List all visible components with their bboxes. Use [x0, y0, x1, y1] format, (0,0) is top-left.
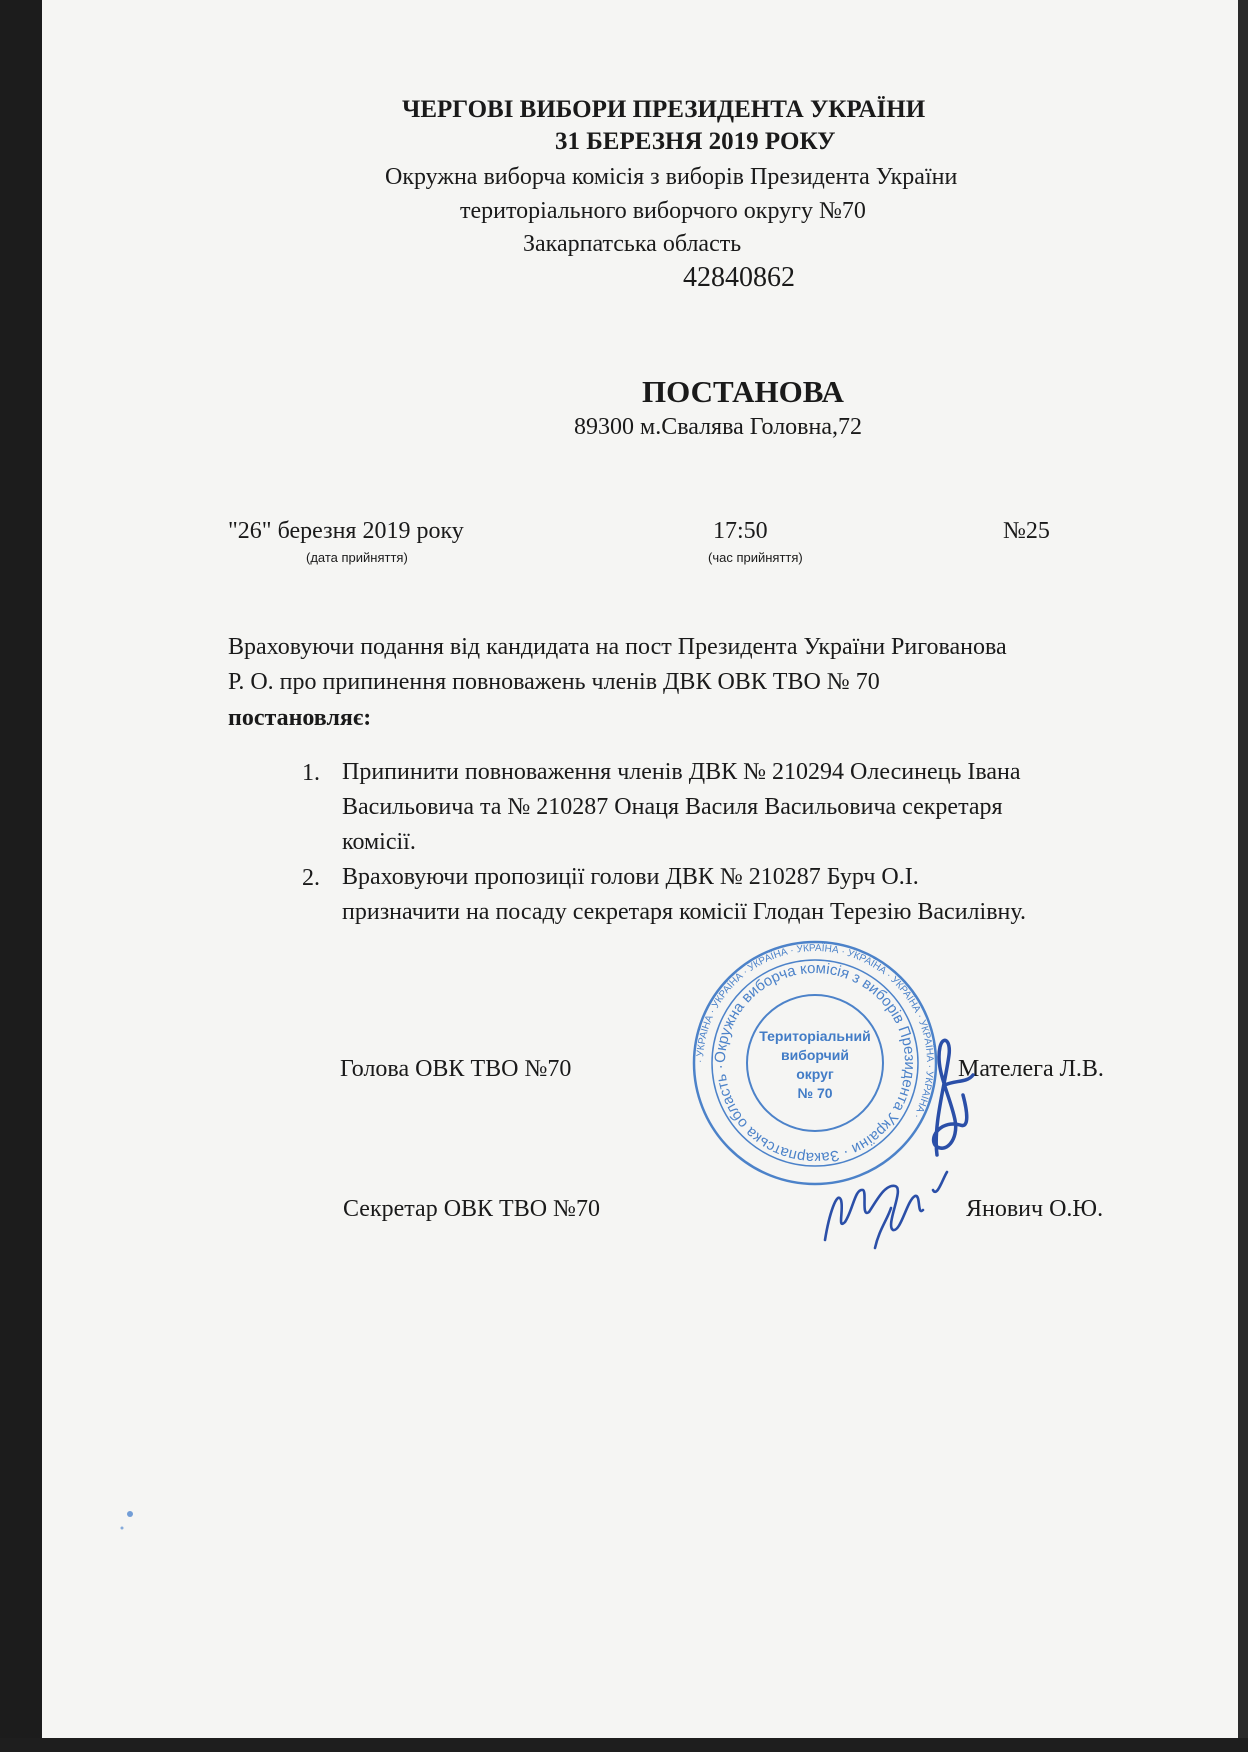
resolves-label: постановляє:: [228, 705, 372, 731]
official-seal: [690, 938, 940, 1188]
head-signature: [915, 1025, 985, 1175]
list-item-1-line-3: комісії.: [342, 829, 416, 855]
scan-left-edge: [0, 0, 42, 1752]
head-name: Мателега Л.В.: [958, 1056, 1104, 1082]
seal-ring-text: Окружна виборча комісія з виборів Президента України · Закарпатська область ·: [711, 959, 919, 1167]
list-item-number: 1.: [302, 760, 320, 786]
ink-speck: [108, 1506, 148, 1546]
resolution-number: №25: [1003, 518, 1050, 544]
head-role: Голова ОВК ТВО №70: [340, 1056, 572, 1082]
list-item-2-line-2: призначити на посаду секретаря комісії Глодан Терезію Василівну.: [342, 899, 1026, 925]
adoption-date: "26" березня 2019 року: [228, 518, 464, 544]
adoption-date-label: (дата прийняття): [306, 550, 408, 565]
header-district: територіального виборчого округу №70: [460, 198, 866, 224]
header-election-title: ЧЕРГОВІ ВИБОРИ ПРЕЗИДЕНТА УКРАЇНИ: [402, 96, 926, 123]
header-region: Закарпатська область: [523, 231, 742, 257]
seal-center-line-1: Територіальний: [759, 1028, 871, 1044]
secretary-role: Секретар ОВК ТВО №70: [343, 1196, 600, 1222]
seal-outer-text: · УКРАЇНА · УКРАЇНА · УКРАЇНА · УКРАЇНА · УКРАЇНА · УКРАЇНА · УКРАЇНА · УКРАЇНА ·: [694, 942, 936, 1121]
body-line-1: Враховуючи подання від кандидата на пост Президента України Ригованова: [228, 634, 1007, 660]
header-election-date: 31 БЕРЕЗНЯ 2019 РОКУ: [555, 128, 836, 155]
body-line-2: Р. О. про припинення повноважень членів ДВК ОВК ТВО № 70: [228, 669, 880, 695]
list-item-2-line-1: Враховуючи пропозиції голови ДВК № 210287 Бурч О.І.: [342, 864, 919, 890]
scan-bottom-edge: [0, 1738, 1248, 1752]
secretary-name: Янович О.Ю.: [966, 1196, 1104, 1222]
list-item-1-line-1: Припинити повноваження членів ДВК № 210294 Олесинець Івана: [342, 759, 1021, 785]
header-code: 42840862: [683, 262, 795, 293]
seal-center-line-4: № 70: [797, 1085, 833, 1101]
adoption-time: 17:50: [713, 518, 768, 544]
page-title: ПОСТАНОВА: [642, 374, 844, 409]
seal-center-line-2: виборчий: [781, 1047, 849, 1063]
seal-center-line-3: округ: [796, 1066, 834, 1082]
list-item-1-line-2: Васильовича та № 210287 Онаця Василя Васильовича секретаря: [342, 794, 1003, 820]
list-item-number: 2.: [302, 865, 320, 891]
header-commission-name: Окружна виборча комісія з виборів Президента України: [385, 164, 958, 190]
address: 89300 м.Свалява Головна,72: [574, 414, 863, 440]
adoption-time-label: (час прийняття): [708, 550, 803, 565]
secretary-signature: [815, 1160, 965, 1255]
scan-right-edge: [1238, 0, 1248, 1752]
